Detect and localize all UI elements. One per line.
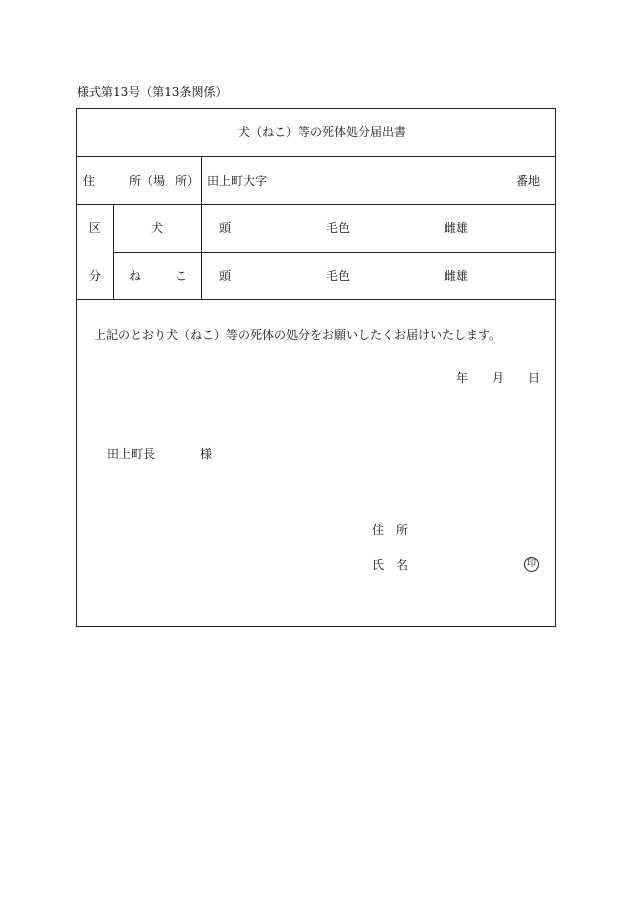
label-column-divider: [201, 156, 202, 299]
applicant-address-label-a: 住: [372, 523, 385, 537]
addressee-honorific: 様: [200, 447, 213, 461]
address-divider: [76, 204, 556, 205]
address-label-mid: 所（場: [129, 174, 166, 188]
address-label-left: 住: [83, 174, 96, 188]
applicant-name-label-a: 氏: [372, 558, 385, 572]
address-label-right: 所）: [175, 174, 200, 188]
dog-head-unit: 頭: [219, 221, 232, 235]
category-column-divider: [113, 204, 114, 299]
address-town-prefix: 田上町大字: [207, 174, 268, 188]
title-divider: [76, 156, 556, 157]
form-title: 犬（ねこ）等の死体処分届出書: [238, 125, 407, 139]
date-day-label: 日: [528, 371, 541, 385]
request-statement: 上記のとおり犬（ねこ）等の死体の処分をお願いしたくお届けいたします。: [94, 328, 502, 342]
applicant-name-label-b: 名: [396, 558, 409, 572]
dog-color-label: 毛色: [326, 221, 351, 235]
cat-label-ne: ね: [129, 269, 142, 283]
addressee-name: 田上町長: [107, 447, 156, 461]
date-month-label: 月: [492, 371, 505, 385]
cat-head-unit: 頭: [219, 269, 232, 283]
cat-sex-label: 雌雄: [444, 269, 469, 283]
applicant-address-label-b: 所: [396, 523, 409, 537]
form-number: 様式第13号（第13条関係）: [77, 85, 228, 99]
cat-color-label: 毛色: [326, 269, 351, 283]
date-year-label: 年: [456, 371, 469, 385]
cat-label-ko: こ: [175, 269, 188, 283]
address-banchi: 番地: [516, 174, 541, 188]
category-row-divider: [113, 252, 556, 253]
dog-sex-label: 雌雄: [444, 221, 469, 235]
dog-label: 犬: [151, 221, 164, 235]
seal-mark: 印: [524, 557, 539, 572]
category-label-top: 区: [89, 221, 102, 235]
category-label-bottom: 分: [89, 269, 102, 283]
table-bottom-divider: [76, 299, 556, 300]
